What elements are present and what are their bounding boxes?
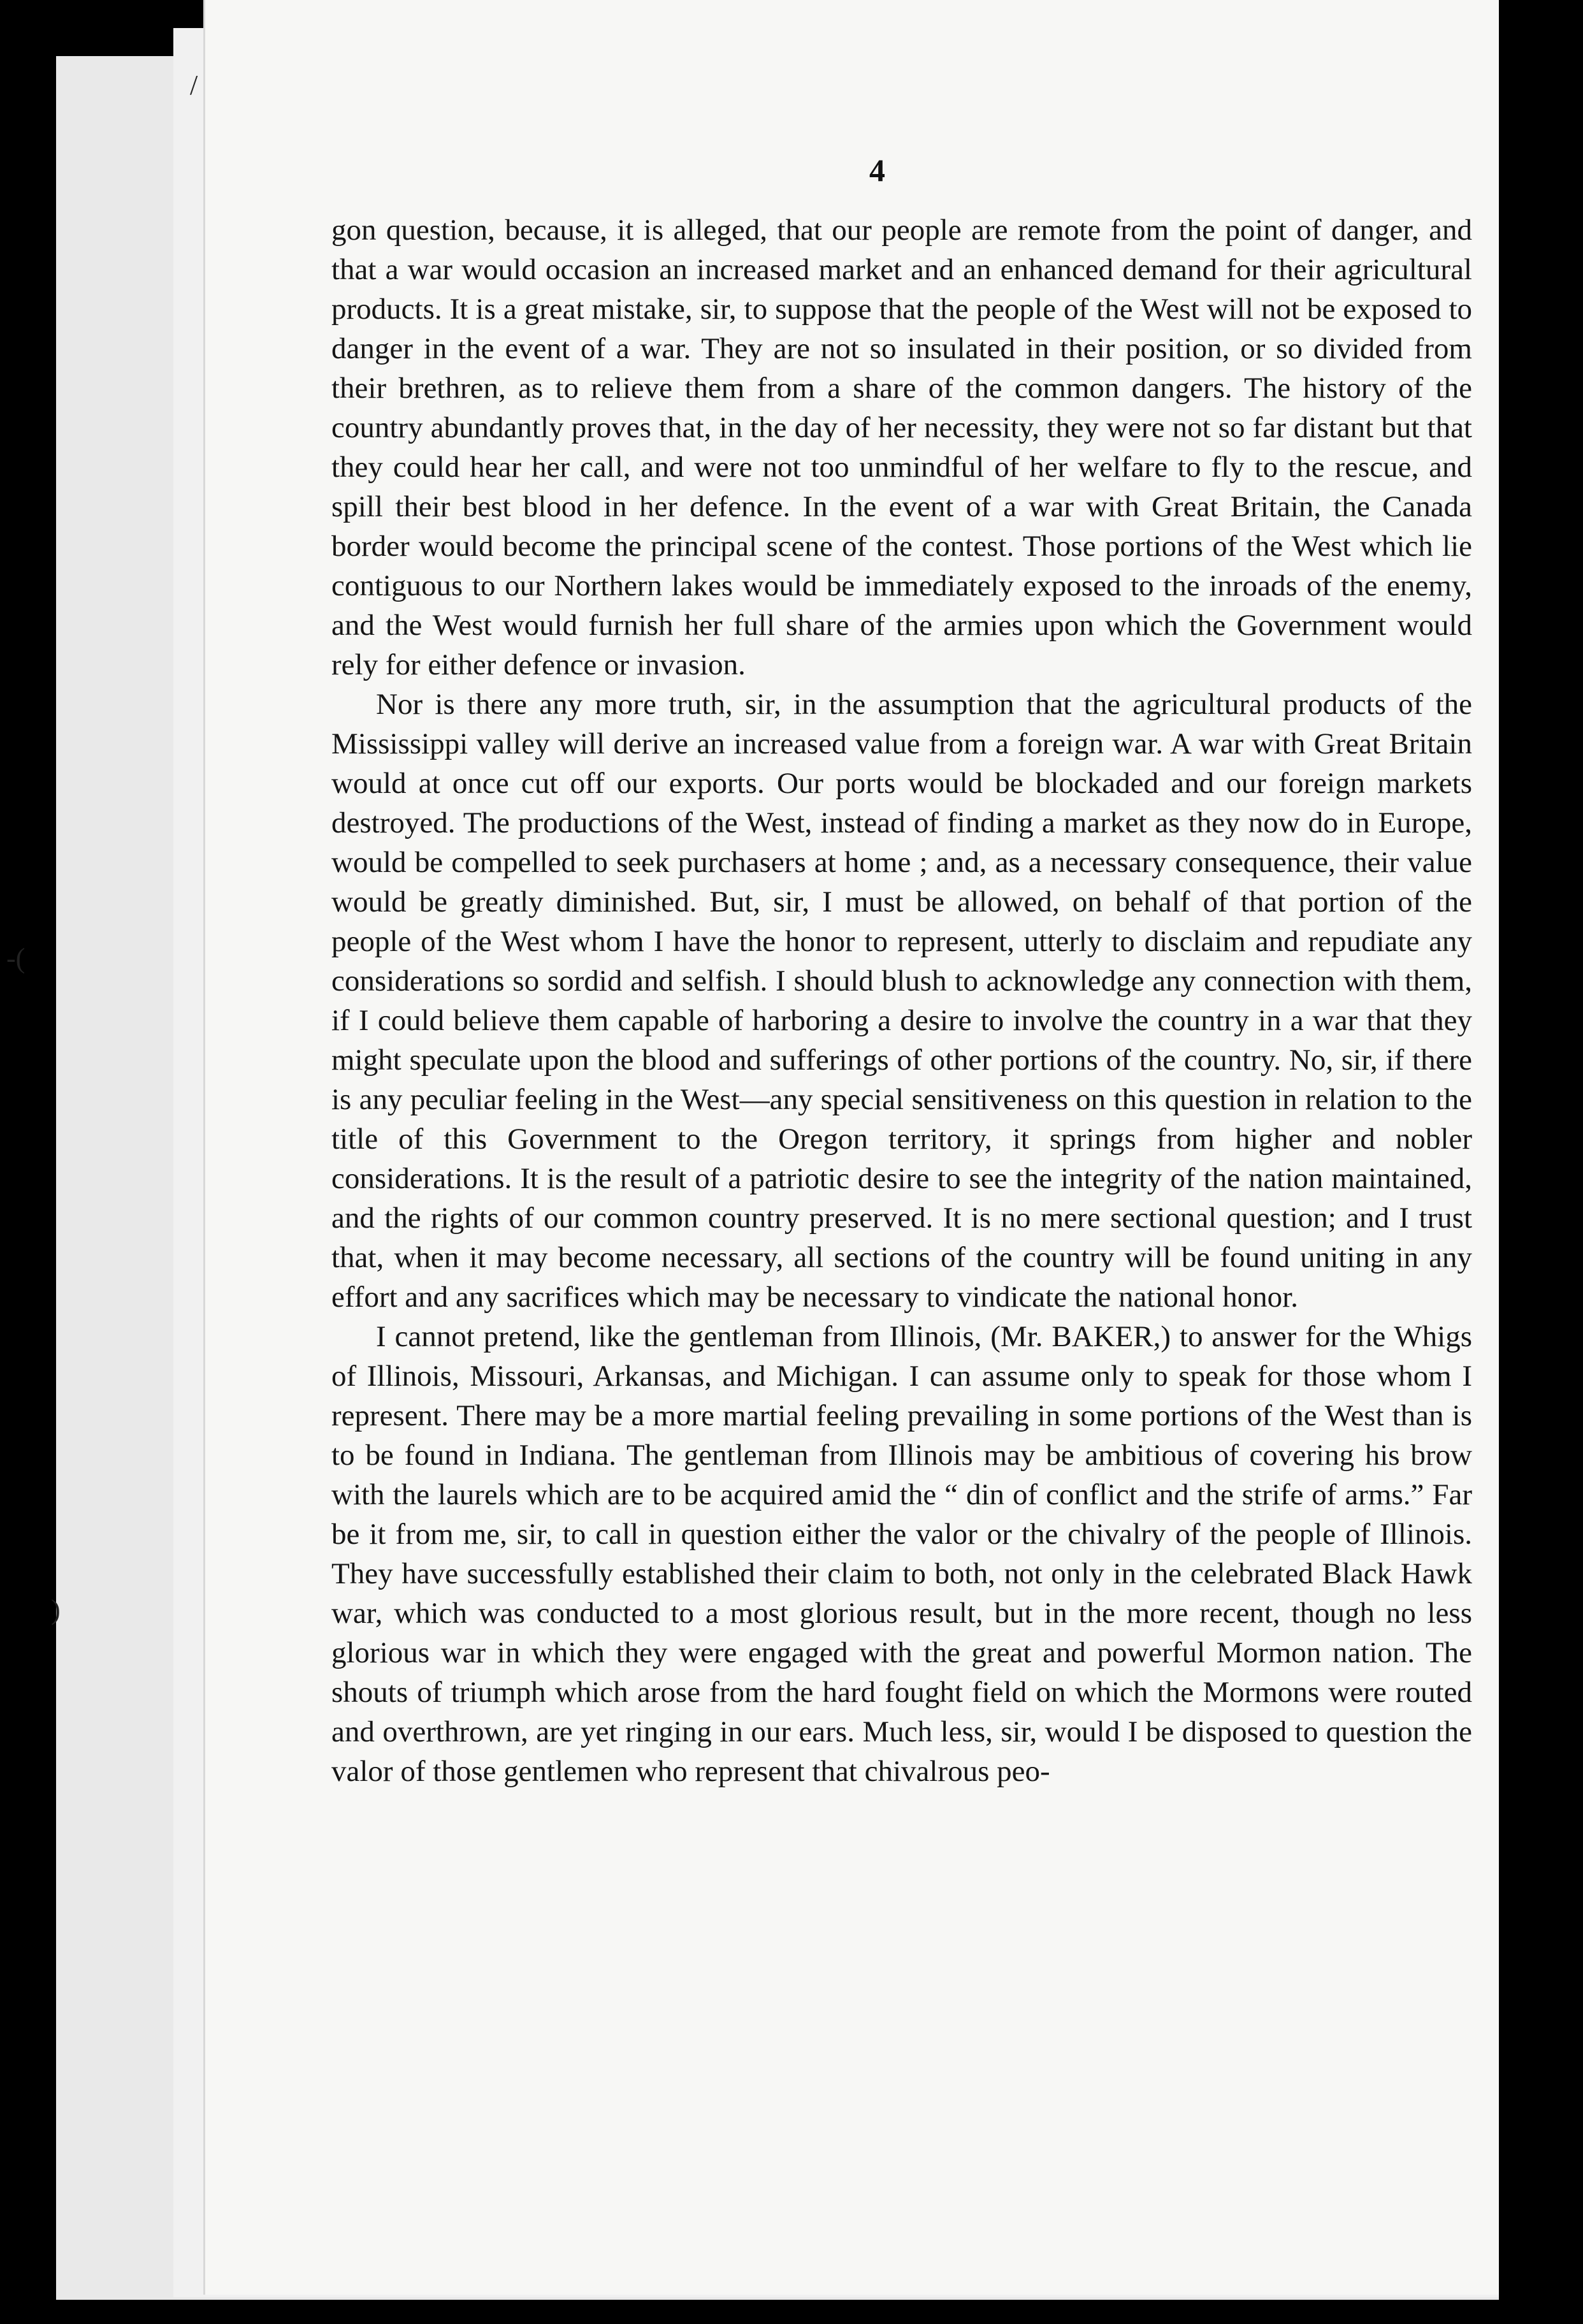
scan-right-border [1499, 0, 1583, 2324]
paragraph-whigs-illinois: I cannot pretend, like the gentleman from Illinois, (Mr. BAKER,) to answer for the Whigs of Illinois, Missouri, Arkansas, and Michigan. I can assume only to speak for those whom I represent. There may be a more martial feeling prevailing in some portions of the West than is to be found in Indiana. The gentleman from Illinois may be ambitious of covering his brow with the laurels which are to be acquired amid the “ din of conflict and the strife of arms.” Far be it from me, sir, to call in question either the valor or the chivalry of the people of Illinois. They have successfully established their claim to both, not only in the celebrated Black Hawk war, which was conducted to a most glorious result, but in the more recent, though no less glorious war in which they were engaged with the great and powerful Mormon nation. The shouts of triumph which arose from the hard fought field on which the Mormons were routed and overthrown, are yet ringing in our ears. Much less, sir, would I be disposed to question the valor of those gentlemen who represent that chivalrous peo- [331, 1320, 1472, 1788]
body-text [331, 210, 1472, 1791]
page-number: 4 [869, 152, 885, 188]
margin-tick-mark: / [190, 69, 198, 101]
margin-paren-mark: ) [51, 1594, 61, 1625]
paragraph-oregon-continuation: gon question, because, it is alleged, that our people are remote from the point of danger, and that a war would occasion an increased market and an enhanced demand for their agricultural products. It is a great mistake, sir, to suppose that the people of the West will not be exposed to danger in the event of a war. They are not so insulated in their position, or so divided from their brethren, as to relieve them from a share of the common dangers. The history of the country abundantly proves that, in the day of her necessity, they were not so far distant but that they could hear her call, and were not too unmindful of her welfare to fly to the rescue, and spill their best blood in her defence. In the event of a war with Great Britain, the Canada border would become the principal scene of the contest. Those portions of the West which lie contiguous to our Northern lakes would be immediately exposed to the inroads of the enemy, and the West would furnish her full share of the armies upon which the Government would rely for either defence or invasion. [331, 214, 1472, 681]
margin-bracket-mark: -( [6, 943, 25, 974]
paragraph-agricultural-products: Nor is there any more truth, sir, in the assumption that the agricultural products of the Mississippi valley will derive an increased value from a foreign war. A war with Great Britain would at once cut off our exports. Our ports would be blockaded and our foreign markets destroyed. The productions of the West, instead of finding a market as they now do in Europe, would be compelled to seek purchasers at home ; and, as a necessary consequence, their value would be greatly diminished. But, sir, I must be allowed, on behalf of that portion of the people of the West whom I have the honor to represent, utterly to disclaim and repudiate any considerations so sordid and selfish. I should blush to acknowledge any connection with them, if I could believe them capable of harboring a desire to involve the country in a war that they might speculate upon the blood and sufferings of other portions of the country. No, sir, if there is any peculiar feeling in the West—any special sensitiveness on this question in relation to the title of this Government to the Oregon territory, it springs from higher and nobler considerations. It is the result of a patriotic desire to see the integrity of the nation maintained, and the rights of our common country preserved. It is no mere sectional question; and I trust that, when it may become necessary, all sections of the country will be found uniting in any effort and any sacrifices which may be necessary to vindicate the national honor. [331, 688, 1472, 1314]
